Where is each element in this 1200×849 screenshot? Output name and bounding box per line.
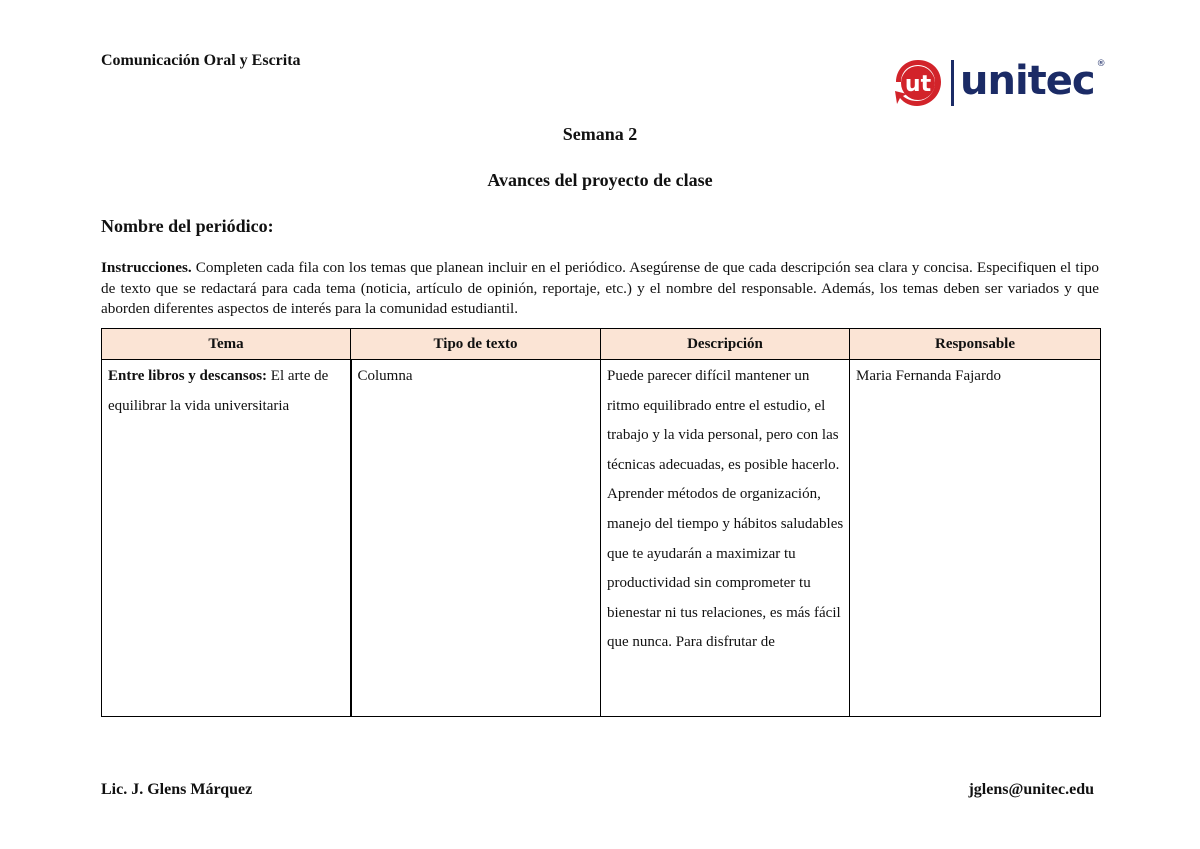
table-header-row <box>102 329 1101 360</box>
topic-title: Entre libros y descansos: <box>108 368 268 384</box>
footer-email: jglens@unitec.edu <box>968 781 1094 798</box>
footer-author: Lic. J. Glens Márquez <box>101 781 253 798</box>
cell-description <box>601 360 850 717</box>
instructions-lead: Instrucciones. <box>101 259 192 276</box>
week-heading: Semana 2 <box>562 124 638 144</box>
logo-divider <box>951 60 954 106</box>
logo-mark-text: ut <box>904 72 932 97</box>
topic-subtitle: El arte de equilibrar la vida universitaria <box>108 368 329 414</box>
instructions-paragraph <box>101 258 1099 320</box>
header-responsible: Responsable <box>850 329 1101 360</box>
logo-registered-mark: ® <box>1096 59 1106 69</box>
table-row <box>102 360 1101 717</box>
cell-topic <box>102 360 351 717</box>
topics-table <box>101 328 1101 717</box>
document-subtitle: Avances del proyecto de clase <box>487 170 713 190</box>
course-title: Comunicación Oral y Escrita <box>101 52 301 69</box>
instructions-text: Completen cada fila con los temas que planean incluir en el periódico. Asegúrense de que cada descripción sea clara y concisa. Especifiquen el tipo de texto que se redactará para cada tema (noticia, artículo de opinión, reportaje, etc.) y el nombre del responsable. Además, los temas deben ser variados y que aborden diferentes aspectos de interés para la comunidad estudiantil. <box>101 259 1099 317</box>
cell-text-type: Columna <box>351 360 601 717</box>
unitec-logo-mark-icon <box>893 58 943 108</box>
unitec-logo <box>893 57 1106 109</box>
logo-wordmark: unitec <box>960 58 1095 104</box>
newspaper-name-label: Nombre del periódico: <box>101 216 274 236</box>
cell-responsible: Maria Fernanda Fajardo <box>850 360 1101 717</box>
description-paragraph-2: Aprender métodos de organización, manejo del tiempo y hábitos saludables que te ayudarán a maximizar tu productividad sin comprometer tu bienestar ni tus relaciones, es más fácil que nunca. Para disfrutar de <box>607 486 844 651</box>
header-description: Descripción <box>601 329 850 360</box>
description-paragraph-1: Puede parecer difícil mantener un ritmo equilibrado entre el estudio, el trabajo y la vida personal, pero con las técnicas adecuadas, es posible hacerlo. <box>607 368 840 473</box>
header-topic: Tema <box>102 329 351 360</box>
header-text-type: Tipo de texto <box>351 329 601 360</box>
